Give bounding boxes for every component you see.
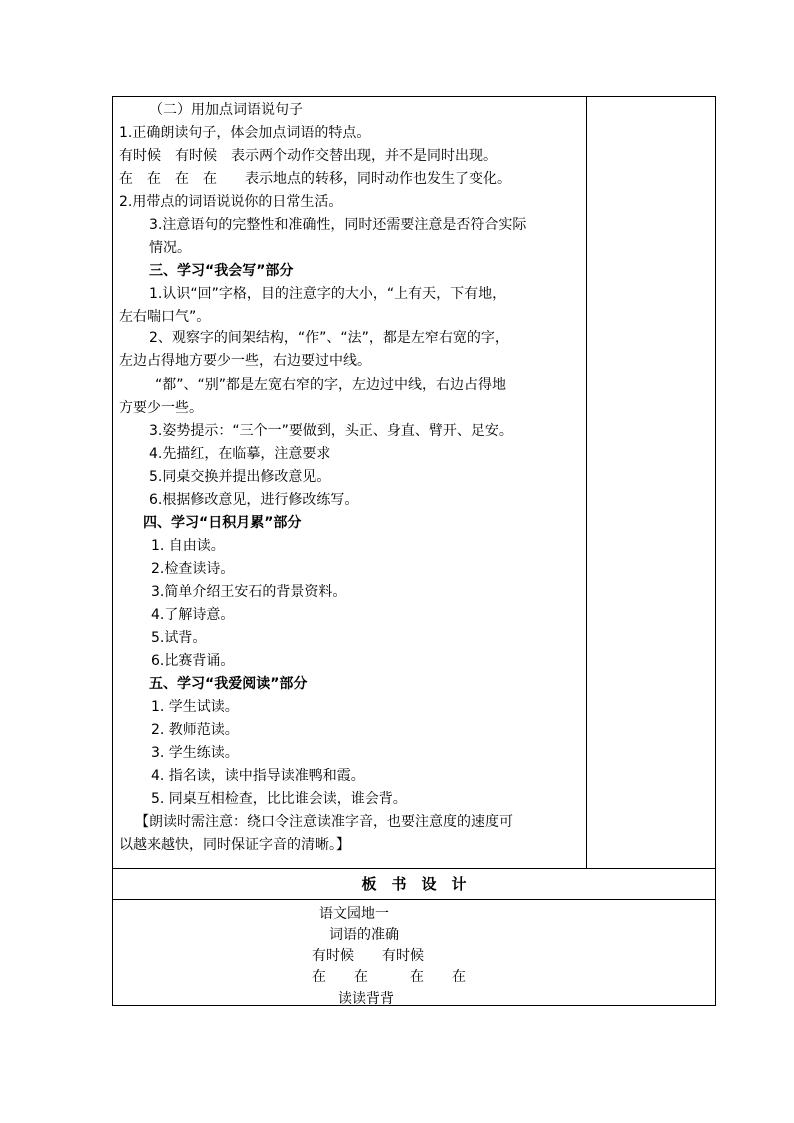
lesson-line: 4.了解诗意。 [151,607,235,623]
section-heading: 三、学习“我会写”部分 [149,263,294,279]
lesson-line: （二）用加点词语说句子 [149,102,303,118]
lesson-line: 3. 学生练读。 [151,745,239,761]
lesson-line: 2.检查读诗。 [151,561,235,577]
section-heading: 四、学习“日积月累”部分 [143,515,302,531]
lesson-table [112,96,716,1006]
lesson-line: 1. 学生试读。 [151,699,239,715]
board-line: 读读背背 [338,991,394,1007]
lesson-line: 2. 教师范读。 [151,722,239,738]
lesson-line: 5.同桌交换并提出修改意见。 [149,469,331,485]
row-divider-top [113,868,715,869]
lesson-line: 情况。 [149,240,191,256]
board-line: 语文园地一 [319,906,389,922]
section-heading: 五、学习“我爱阅读”部分 [149,676,308,692]
board-line: 词语的准确 [329,927,399,943]
lesson-line: 6.比赛背诵。 [151,653,235,669]
board-line: 有时候 有时候 [312,948,424,964]
lesson-line: 3.姿势提示：“三个一”要做到，头正、身直、臂开、足安。 [149,423,513,439]
row-divider-bottom [113,899,715,900]
lesson-note: 【朗读时需注意：绕口令注意读准字音，也要注意度的速度可 [135,814,513,830]
lesson-line: 5.试背。 [151,630,207,646]
lesson-line: 1.认识“回”字格，目的注意字的大小，“上有天，下有地， [149,286,507,302]
board-line: 在 在 在 在 [312,969,466,985]
lesson-line: 有时候 有时候 表示两个动作交替出现，并不是同时出现。 [119,148,497,164]
lesson-line: 3.注意语句的完整性和准确性，同时还需要注意是否符合实际 [149,217,527,233]
lesson-line: 方要少一些。 [119,400,203,416]
lesson-line: 6.根据修改意见，进行修改练写。 [149,492,359,508]
lesson-line: 2、观察字的间架结构，“作”、“法”，都是左窄右宽的字， [149,330,509,346]
lesson-line: 左右喘口气”。 [119,309,211,325]
lesson-line: 4.先描红，在临摹，注意要求 [149,446,331,462]
lesson-line: “都”、“别”都是左宽右窄的字，左边过中线，右边占得地 [155,377,507,393]
board-design-heading: 板 书 设 计 [361,875,467,893]
lesson-note: 以越来越快，同时保证字音的清晰。】 [119,837,350,853]
lesson-line: 在 在 在 在 表示地点的转移，同时动作也发生了变化。 [119,171,511,187]
lesson-line: 2.用带点的词语说说你的日常生活。 [119,194,343,210]
lesson-line: 1. 自由读。 [151,538,225,554]
lesson-line: 1.正确朗读句子，体会加点词语的特点。 [119,125,371,141]
lesson-line: 5. 同桌互相检查，比比谁会读，谁会背。 [151,791,407,807]
lesson-line: 3.简单介绍王安石的背景资料。 [151,584,347,600]
lesson-line: 左边占得地方要少一些，右边要过中线。 [119,353,371,369]
lesson-line: 4. 指名读，读中指导读准鸭和霞。 [151,768,365,784]
column-divider [586,97,587,868]
